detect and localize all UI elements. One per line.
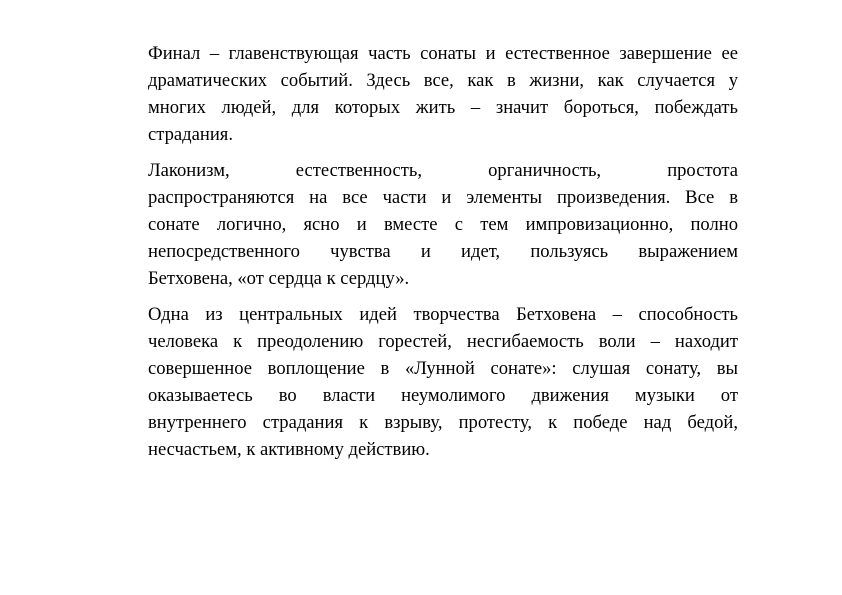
text-line: драматических событий. Здесь все, как в жизни, как случается у [148,70,738,91]
text-line: совершенное воплощение в «Лунной сонате»: слушая сонату, вы [148,358,738,379]
text-line: несчастьем, к активному действию. [148,439,430,460]
text-line: многих людей, для которых жить – значит бороться, побеждать [148,97,738,118]
text-line: сонате логично, ясно и вместе с тем импровизационно, полно [148,214,738,235]
document-body [148,40,738,472]
text-line: Финал – главенствующая часть сонаты и естественное завершение ее [148,43,738,64]
paragraph-central-idea [148,301,738,463]
text-line: оказываетесь во власти неумолимого движения музыки от [148,385,738,406]
text-line: Одна из центральных идей творчества Бетховена – способность [148,304,738,325]
text-line: страдания. [148,124,233,145]
text-line: Лаконизм, естественность, органичность, простота [148,160,738,181]
text-line: Бетховена, «от сердца к сердцу». [148,268,410,289]
text-line: распространяются на все части и элементы произведения. Все в [148,187,738,208]
text-line: внутреннего страдания к взрыву, протесту, к победе над бедой, [148,412,738,433]
paragraph-finale [148,40,738,148]
paragraph-laconism [148,157,738,292]
text-line: человека к преодолению горестей, несгибаемость воли – находит [148,331,738,352]
text-line: непосредственного чувства и идет, пользуясь выражением [148,241,738,262]
